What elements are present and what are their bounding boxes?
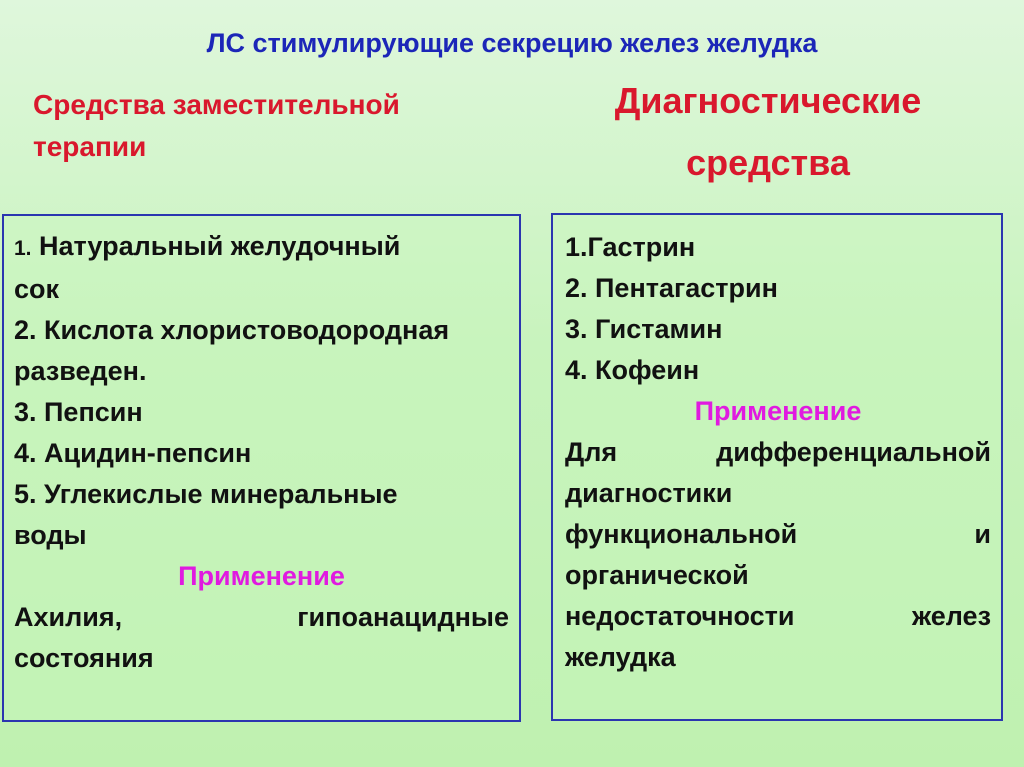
- list-item: [14, 226, 509, 269]
- page-title: ЛС стимулирующие секрецию желез желудка: [206, 28, 818, 58]
- left-column-heading: [33, 84, 453, 168]
- left-heading-line: Средства заместительной: [33, 89, 400, 120]
- usage-word: Ахилия,: [14, 602, 123, 632]
- list-item: 2. Кислота хлористоводородная: [14, 315, 450, 345]
- usage-word: гипоанацидные: [297, 602, 509, 632]
- list-item: 5. Углекислые минеральные: [14, 479, 398, 509]
- usage-text: [14, 597, 509, 638]
- list-item: сок: [14, 274, 60, 304]
- usage-text: состояния: [14, 643, 154, 673]
- usage-text: органической: [565, 560, 749, 590]
- usage-word: и: [974, 519, 991, 549]
- list-item: воды: [14, 520, 87, 550]
- usage-text: [565, 514, 991, 555]
- item-number: 1.: [14, 237, 32, 260]
- usage-word: дифференциальной: [716, 437, 991, 467]
- usage-text: диагностики: [565, 478, 733, 508]
- usage-label: Применение: [178, 561, 345, 591]
- usage-text: желудка: [565, 642, 676, 672]
- list-item: 2. Пентагастрин: [565, 273, 778, 303]
- item-text: Натуральный желудочный: [31, 231, 401, 261]
- list-item: 3. Гистамин: [565, 314, 723, 344]
- usage-text: [565, 596, 991, 637]
- replacement-therapy-box: [2, 214, 521, 722]
- right-heading-line: Диагностические: [614, 80, 922, 121]
- list-item: 4. Ацидин-пепсин: [14, 438, 252, 468]
- right-column-heading: [588, 70, 948, 194]
- list-item: разведен.: [14, 356, 147, 386]
- list-item: 4. Кофеин: [565, 355, 700, 385]
- left-heading-line: терапии: [33, 131, 147, 162]
- usage-label: Применение: [694, 396, 862, 426]
- diagnostic-agents-box: [551, 213, 1003, 721]
- list-item: 3. Пепсин: [14, 397, 143, 427]
- usage-text: [565, 432, 991, 473]
- right-heading-line: средства: [686, 142, 850, 183]
- list-item: 1.Гастрин: [565, 232, 696, 262]
- usage-word: недостаточности: [565, 601, 795, 631]
- usage-word: желез: [911, 601, 991, 631]
- usage-word: функциональной: [565, 519, 798, 549]
- usage-word: Для: [565, 437, 618, 467]
